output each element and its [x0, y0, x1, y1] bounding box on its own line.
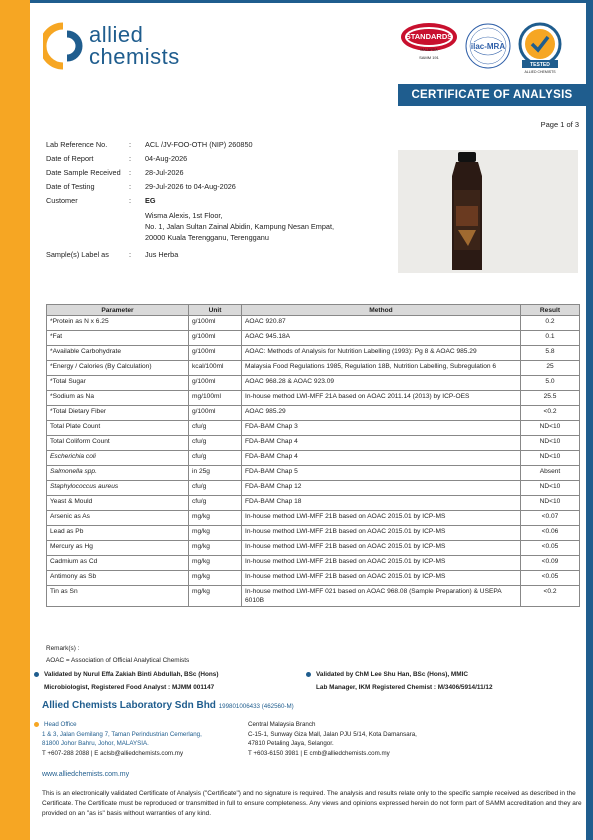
head-office-line-2: 81800 Johor Bahru, Johor, MALAYSIA.	[42, 740, 149, 747]
cell-method: In-house method LWI-MFF 21B based on AOAC 2015.01 by ICP-MS	[242, 556, 521, 571]
ilac-mra-badge	[464, 22, 512, 70]
product-photo	[398, 150, 578, 273]
cell-unit: cfu/g	[189, 496, 242, 511]
cell-unit: cfu/g	[189, 451, 242, 466]
header-result: Result	[521, 305, 580, 316]
cell-method: Malaysia Food Regulations 1985, Regulation 18B, Nutrition Labelling, Subregulation 6	[242, 361, 521, 376]
validator-left-role: Microbiologist, Registered Food Analyst : MJMM 001147	[44, 684, 215, 691]
cell-result: <0.05	[521, 571, 580, 586]
table-row	[47, 331, 580, 346]
lab-ref-label: Lab Reference No.	[46, 140, 108, 149]
header-unit: Unit	[189, 305, 242, 316]
validator-right-role: Lab Manager, IKM Registered Chemist : M/3406/5914/11/12	[316, 684, 493, 691]
cell-result: ND<10	[521, 436, 580, 451]
cell-parameter: *Protein as N x 6.25	[47, 316, 189, 331]
cell-result: 25.5	[521, 391, 580, 406]
testing-date-label: Date of Testing	[46, 182, 95, 191]
company-reg-number: 199801006433 (462560-M)	[218, 703, 294, 710]
cell-method: FDA-BAM Chap 12	[242, 481, 521, 496]
cell-unit: mg/100ml	[189, 391, 242, 406]
cell-unit: g/100ml	[189, 406, 242, 421]
cell-unit: mg/kg	[189, 511, 242, 526]
table-row	[47, 421, 580, 436]
remarks-title: Remark(s) :	[46, 645, 80, 652]
cell-unit: in 25g	[189, 466, 242, 481]
cell-unit: g/100ml	[189, 346, 242, 361]
accreditation-badges	[400, 22, 562, 74]
cell-parameter: *Total Sugar	[47, 376, 189, 391]
standards-badge-text: STANDARDS	[405, 32, 453, 41]
colon: :	[129, 196, 132, 205]
cell-result: <0.07	[521, 511, 580, 526]
cell-parameter: Total Coliform Count	[47, 436, 189, 451]
top-blue-border	[30, 0, 586, 3]
sample-label: Sample(s) Label as	[46, 250, 109, 259]
website-link[interactable]: www.alliedchemists.com.my	[42, 771, 130, 778]
cell-parameter: Antimony as Sb	[47, 571, 189, 586]
cell-parameter: *Total Dietary Fiber	[47, 406, 189, 421]
cell-parameter: Cadmium as Cd	[47, 556, 189, 571]
cell-method: FDA-BAM Chap 4	[242, 436, 521, 451]
right-blue-border	[586, 0, 593, 840]
cell-unit: kcal/100ml	[189, 361, 242, 376]
logo-mark-icon	[43, 22, 83, 70]
page-number: Page 1 of 3	[540, 120, 579, 129]
central-office-line-1: C-15-1, Sunway Giza Mall, Jalan PJU 5/14, Kota Damansara,	[248, 730, 417, 738]
table-header-row	[47, 305, 580, 316]
disclaimer: This is an electronically validated Certificate of Analysis ("Certificate") and no signature is required. The analysis and results relate only to the specific sample received as described in the Certificate. The Certificate must be reproduced or transmitted in full to ensure completeness. Any views and opinions expressed herein do not form part of SAMM accreditation and they are provided on an "as is" basis without warranties of any kind.	[42, 790, 582, 817]
table-row	[47, 511, 580, 526]
logo-line-2: chemists	[89, 44, 180, 69]
address-line-3: 20000 Kuala Terengganu, Terengganu	[145, 233, 269, 242]
validator-right	[306, 668, 493, 694]
customer-value: EG	[145, 196, 156, 205]
testing-date-value: 29-Jul-2026 to 04-Aug-2026	[145, 182, 236, 191]
cell-parameter: Yeast & Mould	[47, 496, 189, 511]
colon: :	[129, 168, 132, 177]
sample-value: Jus Herba	[145, 250, 179, 259]
cell-result: 0.2	[521, 316, 580, 331]
cell-method: AOAC 968.28 & AOAC 923.09	[242, 376, 521, 391]
cell-method: In-house method LWI-MFF 021 based on AOAC 968.08 (Sample Preparation) & USEPA 6010B	[242, 586, 521, 607]
table-row	[47, 586, 580, 607]
remarks	[46, 643, 189, 667]
table-row	[47, 376, 580, 391]
cell-unit: mg/kg	[189, 541, 242, 556]
table-row	[47, 406, 580, 421]
cell-parameter: Total Plate Count	[47, 421, 189, 436]
cell-unit: mg/kg	[189, 571, 242, 586]
colon: :	[129, 154, 132, 163]
cell-method: In-house method LWI-MFF 21A based on AOAC 2011.14 (2013) by ICP-OES	[242, 391, 521, 406]
cell-result: 0.1	[521, 331, 580, 346]
table-row	[47, 451, 580, 466]
certificate-title: CERTIFICATE OF ANALYSIS	[398, 84, 586, 106]
ilac-badge-text: ilac-MRA	[470, 42, 506, 51]
central-office-contact: T +603-6150 3981 | E cmb@alliedchemists.com.my	[248, 749, 390, 757]
report-date-value: 04-Aug-2026	[145, 154, 188, 163]
table-row	[47, 481, 580, 496]
cell-method: In-house method LWI-MFF 21B based on AOAC 2015.01 by ICP-MS	[242, 511, 521, 526]
bullet-icon	[34, 672, 39, 677]
cell-unit: cfu/g	[189, 421, 242, 436]
cell-parameter: Mercury as Hg	[47, 541, 189, 556]
testing-date-row	[46, 180, 334, 194]
table-row	[47, 571, 580, 586]
cell-unit: g/100ml	[189, 316, 242, 331]
tested-sub: ALLIED CHEMISTS	[524, 70, 556, 74]
table-row	[47, 466, 580, 481]
cell-result: 5.0	[521, 376, 580, 391]
customer-label: Customer	[46, 196, 78, 205]
tested-badge	[518, 22, 562, 74]
cell-method: FDA-BAM Chap 5	[242, 466, 521, 481]
cell-unit: mg/kg	[189, 526, 242, 541]
company-name-line	[42, 700, 294, 711]
cell-result: Absent	[521, 466, 580, 481]
cell-method: AOAC 945.18A	[242, 331, 521, 346]
table-row	[47, 541, 580, 556]
cell-result: 5.8	[521, 346, 580, 361]
head-office-line-1: 1 & 3, Jalan Gemilang 7, Taman Perindustrian Cemerlang,	[42, 730, 202, 738]
table-row	[47, 496, 580, 511]
head-office	[34, 720, 202, 758]
cell-parameter: *Energy / Calories (By Calculation)	[47, 361, 189, 376]
cell-method: AOAC 985.29	[242, 406, 521, 421]
received-date-value: 28-Jul-2026	[145, 168, 184, 177]
bullet-icon	[34, 722, 39, 727]
cell-result: ND<10	[521, 496, 580, 511]
cell-method: FDA-BAM Chap 3	[242, 421, 521, 436]
cell-result: <0.2	[521, 406, 580, 421]
colon: :	[129, 182, 132, 191]
table-row	[47, 316, 580, 331]
table-row	[47, 361, 580, 376]
samm-number: SAMM 191	[419, 55, 439, 60]
cell-method: In-house method LWI-MFF 21B based on AOAC 2015.01 by ICP-MS	[242, 571, 521, 586]
cell-parameter: *Fat	[47, 331, 189, 346]
report-date-label: Date of Report	[46, 154, 94, 163]
cell-result: <0.2	[521, 586, 580, 607]
cell-unit: g/100ml	[189, 376, 242, 391]
header-parameter: Parameter	[47, 305, 189, 316]
cell-parameter: *Sodium as Na	[47, 391, 189, 406]
left-orange-border	[0, 0, 30, 840]
cell-parameter: Arsenic as As	[47, 511, 189, 526]
head-office-contact: T +607-288 2088 | E aclsb@alliedchemists.com.my	[42, 749, 184, 757]
validator-left	[34, 668, 218, 694]
sample-row	[46, 248, 334, 262]
cell-parameter: Tin as Sn	[47, 586, 189, 607]
central-office-line-2: 47810 Petaling Jaya, Selangor.	[248, 740, 334, 747]
cell-unit: g/100ml	[189, 331, 242, 346]
company-logo	[43, 22, 180, 70]
central-office	[248, 720, 417, 758]
table-row	[47, 556, 580, 571]
cell-result: <0.09	[521, 556, 580, 571]
cell-result: <0.05	[521, 541, 580, 556]
cell-parameter: Staphylococcus aureus	[47, 481, 189, 496]
standards-malaysia-badge	[400, 22, 458, 60]
received-date-row	[46, 166, 334, 180]
lab-ref-row	[46, 138, 334, 152]
cell-method: AOAC: Methods of Analysis for Nutrition Labelling (1993): Pg 8 & AOAC 985.29	[242, 346, 521, 361]
company-name: Allied Chemists Laboratory Sdn Bhd	[42, 700, 216, 711]
logo-line-1: allied	[89, 22, 144, 47]
customer-address	[145, 210, 334, 243]
cell-unit: mg/kg	[189, 586, 242, 607]
colon: :	[129, 250, 132, 259]
cell-unit: mg/kg	[189, 556, 242, 571]
remarks-aoac: AOAC = Association of Official Analytical Chemists	[46, 657, 190, 664]
cell-result: 25	[521, 361, 580, 376]
cell-result: ND<10	[521, 451, 580, 466]
lab-ref-value: ACL /JV-FOO-OTH (NIP) 260850	[145, 140, 253, 149]
cell-parameter: Salmonella spp.	[47, 466, 189, 481]
report-info	[46, 138, 334, 262]
results-table	[46, 304, 580, 607]
cell-method: AOAC 920.87	[242, 316, 521, 331]
address-line-2: No. 1, Jalan Sultan Zainal Abidin, Kampung Nesan Empat,	[145, 222, 335, 231]
cell-unit: cfu/g	[189, 436, 242, 451]
cell-result: ND<10	[521, 481, 580, 496]
table-row	[47, 391, 580, 406]
table-row	[47, 346, 580, 361]
cell-parameter: *Available Carbohydrate	[47, 346, 189, 361]
cell-unit: cfu/g	[189, 481, 242, 496]
cell-method: FDA-BAM Chap 4	[242, 451, 521, 466]
customer-row	[46, 194, 334, 208]
table-row	[47, 436, 580, 451]
cell-method: In-house method LWI-MFF 21B based on AOAC 2015.01 by ICP-MS	[242, 541, 521, 556]
validator-left-name: Validated by Nurul Effa Zakiah Binti Abdullah, BSc (Hons)	[44, 671, 219, 678]
cell-method: FDA-BAM Chap 18	[242, 496, 521, 511]
colon: :	[129, 140, 132, 149]
address-line-1: Wisma Alexis, 1st Floor,	[145, 211, 223, 220]
cell-method: In-house method LWI-MFF 21B based on AOAC 2015.01 by ICP-MS	[242, 526, 521, 541]
header-method: Method	[242, 305, 521, 316]
received-date-label: Date Sample Received	[46, 168, 121, 177]
tested-badge-text: TESTED	[530, 62, 550, 68]
cell-parameter: Lead as Pb	[47, 526, 189, 541]
table-row	[47, 526, 580, 541]
cell-result: ND<10	[521, 421, 580, 436]
standards-sub: MALAYSIA	[420, 48, 438, 52]
central-office-title: Central Malaysia Branch	[248, 721, 316, 728]
validator-right-name: Validated by ChM Lee Shu Han, BSc (Hons), MMIC	[316, 671, 468, 678]
bullet-icon	[306, 672, 311, 677]
head-office-title: Head Office	[44, 721, 77, 728]
cell-parameter: Escherichia coli	[47, 451, 189, 466]
report-date-row	[46, 152, 334, 166]
cell-result: <0.06	[521, 526, 580, 541]
